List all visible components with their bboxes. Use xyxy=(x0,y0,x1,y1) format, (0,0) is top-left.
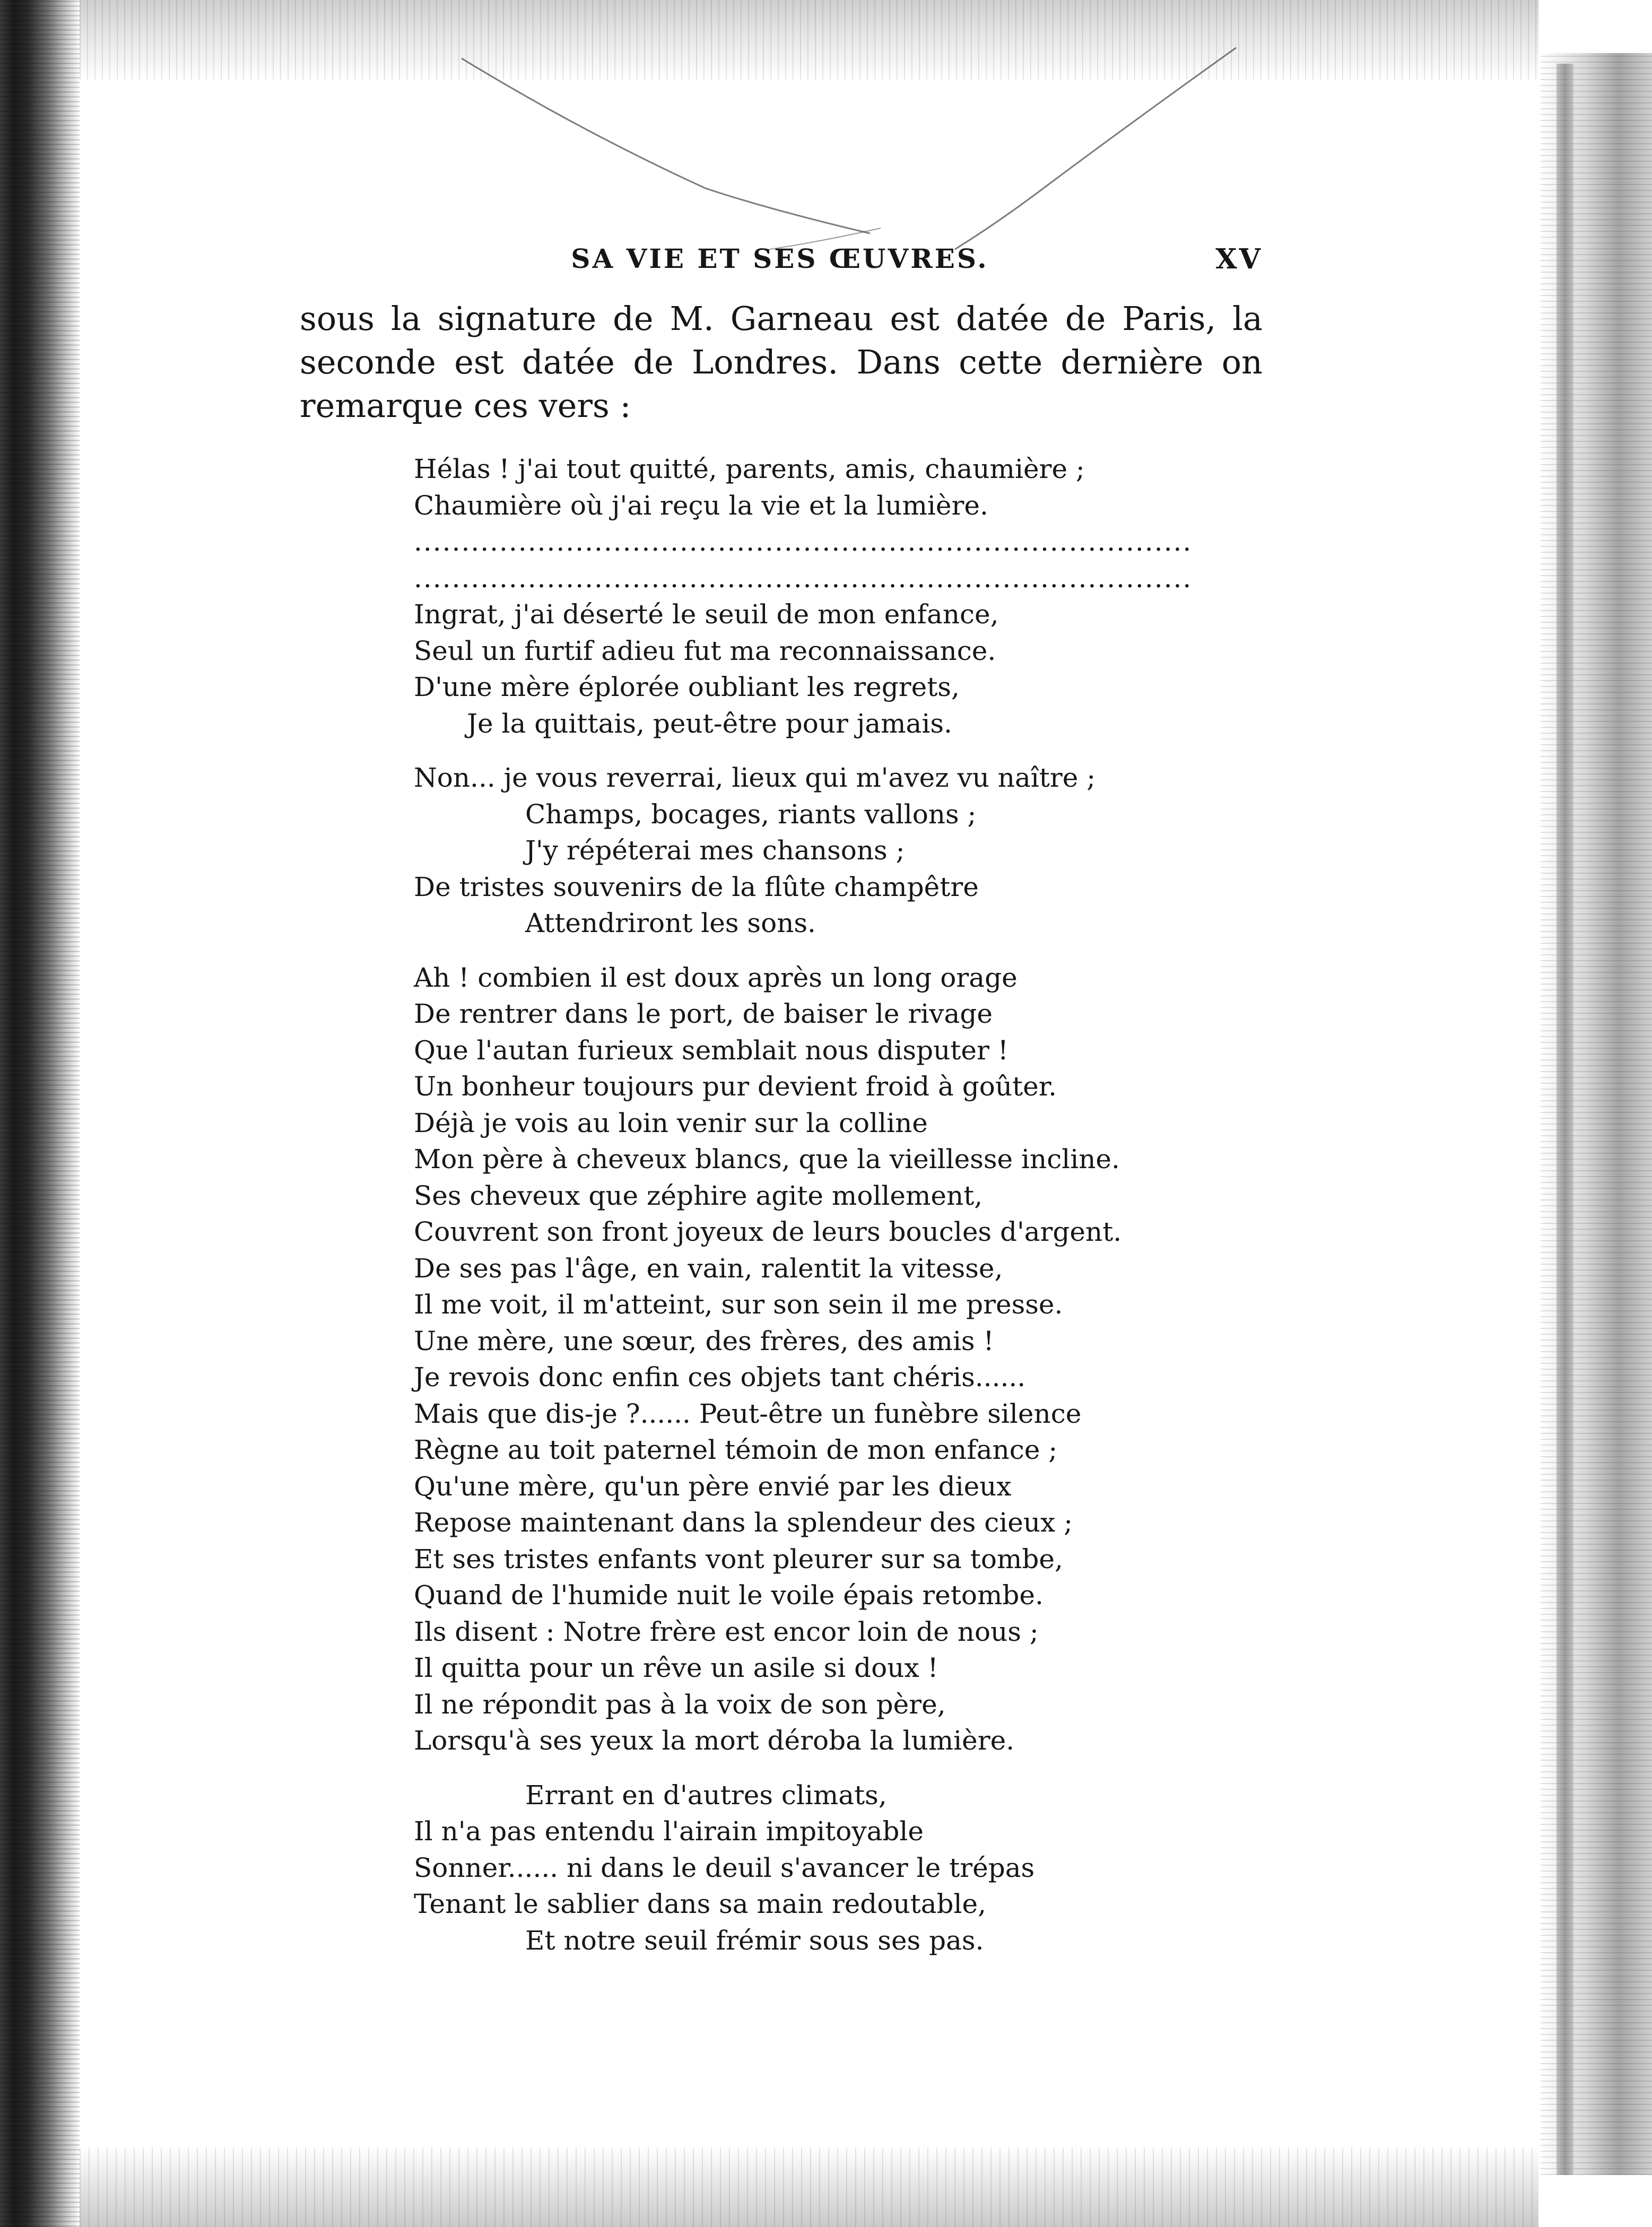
verse-line: Et ses tristes enfants vont pleurer sur sa tombe, xyxy=(414,1543,1063,1574)
stanza xyxy=(414,596,1210,742)
verse-line: Quand de l'humide nuit le voile épais retombe. xyxy=(414,1580,1044,1611)
verse-line: Errant en d'autres climats, xyxy=(525,1779,887,1811)
verse-line: Tenant le sablier dans sa main redoutable, xyxy=(414,1889,987,1919)
verse-line: Un bonheur toujours pur devient froid à goûter. xyxy=(414,1071,1057,1102)
verse-line: Règne au toit paternel témoin de mon enfance ; xyxy=(414,1434,1058,1465)
verse-line: Seul un furtif adieu fut ma reconnaissance. xyxy=(414,635,996,666)
verse-line: Hélas ! j'ai tout quitté, parents, amis, chaumière ; xyxy=(414,454,1085,484)
dotted-ellipsis-line: .................................................................................. xyxy=(414,562,1193,594)
verse-line: Couvrent son front joyeux de leurs boucles d'argent. xyxy=(414,1216,1122,1247)
stanza xyxy=(414,760,1210,942)
stanza xyxy=(414,960,1210,1759)
stanza xyxy=(414,1777,1210,1959)
prose-paragraph xyxy=(300,297,1263,428)
verse-line: Il me voit, il m'atteint, sur son sein il me presse. xyxy=(414,1289,1063,1320)
dotted-ellipsis-line: .................................................................................. xyxy=(414,526,1193,557)
scan-edge-right xyxy=(1557,64,1573,2175)
verse-line: Et notre seuil frémir sous ses pas. xyxy=(525,1925,984,1956)
verse-line: Repose maintenant dans la splendeur des cieux ; xyxy=(414,1507,1073,1538)
verse-line: Ah ! combien il est doux après un long orage xyxy=(414,962,1018,993)
verse-line: De rentrer dans le port, de baiser le rivage xyxy=(414,998,993,1029)
verse-line: Mais que dis-je ?...... Peut-être un funèbre silence xyxy=(414,1398,1082,1429)
verse-line: D'une mère éplorée oubliant les regrets, xyxy=(414,672,960,702)
verse-line: Déjà je vois au loin venir sur la colline xyxy=(414,1107,928,1138)
verse-line: Une mère, une sœur, des frères, des amis ! xyxy=(414,1325,994,1356)
scan-edge-bottom xyxy=(80,2147,1538,2227)
running-head: SA VIE ET SES ŒUVRES. xyxy=(571,243,989,274)
verse-line: Attendriront les sons. xyxy=(525,908,816,938)
verse-line: De ses pas l'âge, en vain, ralentit la vitesse, xyxy=(414,1252,1003,1284)
verse-line: Lorsqu'à ses yeux la mort déroba la lumière. xyxy=(414,1725,1015,1756)
verse-line: Champs, bocages, riants vallons ; xyxy=(525,798,977,830)
verse-line: Je la quittais, peut-être pour jamais. xyxy=(467,708,952,739)
prose-line: remarque ces vers : xyxy=(300,386,631,425)
verse-line: Non... je vous reverrai, lieux qui m'avez vu naître ; xyxy=(414,762,1096,793)
verse-line: Il n'a pas entendu l'airain impitoyable xyxy=(414,1816,924,1847)
verse-line: Il ne répondit pas à la voix de son père, xyxy=(414,1689,946,1720)
ellipsis-rows xyxy=(414,524,1210,596)
verse-line: Ils disent : Notre frère est encor loin de nous ; xyxy=(414,1616,1039,1647)
verse-line: Je revois donc enfin ces objets tant chéris...... xyxy=(414,1362,1026,1393)
verse-line: Qu'une mère, qu'un père envié par les dieux xyxy=(414,1471,1012,1502)
verse-line: Ingrat, j'ai déserté le seuil de mon enfance, xyxy=(414,599,999,630)
verse-line: Chaumière où j'ai reçu la vie et la lumière. xyxy=(414,490,988,521)
verse-line: J'y répéterai mes chansons ; xyxy=(525,835,905,866)
prose-line: sous la signature de M. Garneau est datée de Paris, la xyxy=(300,299,1263,338)
verse-line: Il quitta pour un rêve un asile si doux ! xyxy=(414,1652,938,1683)
verse-line: Que l'autan furieux semblait nous disputer ! xyxy=(414,1034,1008,1066)
verse-line: Sonner...... ni dans le deuil s'avancer le trépas xyxy=(414,1852,1035,1883)
page-number: XV xyxy=(1215,243,1263,275)
prose-line: seconde est datée de Londres. Dans cette dernière on xyxy=(300,343,1263,381)
verse-line: Ses cheveux que zéphire agite mollement, xyxy=(414,1180,983,1211)
verse-line: De tristes souvenirs de la flûte champêtre xyxy=(414,871,979,902)
verse-line: Mon père à cheveux blancs, que la vieillesse incline. xyxy=(414,1144,1120,1175)
poem xyxy=(414,451,1210,1959)
stanza xyxy=(414,451,1210,524)
